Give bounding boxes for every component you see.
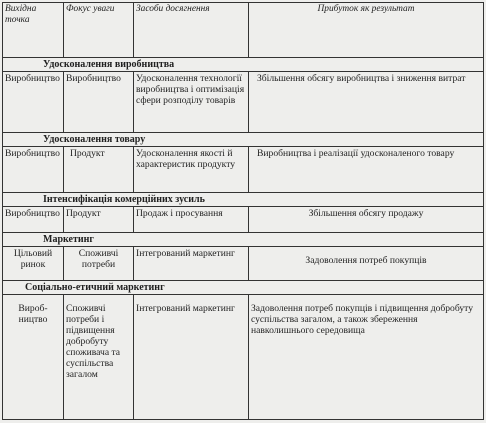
section-title: Соціально-етичний маркетинг (3, 281, 484, 295)
cell-starting-point: Виробництво (3, 207, 64, 233)
section-title: Удосконалення виробництва (3, 58, 484, 72)
section-title: Інтенсифікація комерційних зусиль (3, 193, 484, 207)
table-row (3, 247, 484, 281)
section-title-row (3, 281, 484, 295)
section-title-row (3, 133, 484, 147)
cell-starting-point: Цільовий ринок (3, 247, 64, 281)
header-means: Засоби досягнення (134, 3, 249, 58)
section-title-row (3, 58, 484, 72)
cell-means: Продаж і просування (134, 207, 249, 233)
table-header-row (3, 3, 484, 58)
section-title-row (3, 233, 484, 247)
section-title: Маркетинг (3, 233, 484, 247)
cell-starting-point: Виробництво (3, 72, 64, 133)
cell-focus: Споживчі потреби (64, 247, 134, 281)
cell-profit: Задоволення потреб покупців і підвищення добробуту суспільства загалом, а також збереження навколишнього середовища (249, 295, 484, 420)
header-focus: Фокус уваги (64, 3, 134, 58)
cell-focus: Продукт (64, 207, 134, 233)
cell-focus: Продукт (64, 147, 134, 193)
cell-profit: Збільшення обсягу виробництва і зниження витрат (249, 72, 484, 133)
table-row (3, 147, 484, 193)
marketing-concepts-table (2, 2, 484, 420)
cell-means: Удосконалення якості й характеристик продукту (134, 147, 249, 193)
cell-means: Інтегрований маркетинг (134, 247, 249, 281)
section-title-row (3, 193, 484, 207)
cell-profit: Виробництва і реалізації удосконаленого товару (249, 147, 484, 193)
cell-means-text: Удосконалення технології виробництва і оптимізація сфери розподілу товарів (136, 73, 245, 106)
cell-starting-point: Вироб-ництво (3, 295, 64, 420)
cell-profit: Задоволення потреб покупців (249, 247, 484, 281)
cell-means (134, 72, 249, 133)
table-row (3, 72, 484, 133)
table-row (3, 207, 484, 233)
header-starting-point: Вихідна точка (3, 3, 64, 58)
cell-focus: Споживчі потреби і підвищення добробуту споживача та суспільства загалом (64, 295, 134, 420)
header-profit: Прибуток як результат (249, 3, 484, 58)
table-row (3, 295, 484, 420)
cell-means: Інтегрований маркетинг (134, 295, 249, 420)
section-title: Удосконалення товару (3, 133, 484, 147)
cell-focus: Виробництво (64, 72, 134, 133)
cell-starting-point: Виробництво (3, 147, 64, 193)
cell-profit: Збільшення обсягу продажу (249, 207, 484, 233)
